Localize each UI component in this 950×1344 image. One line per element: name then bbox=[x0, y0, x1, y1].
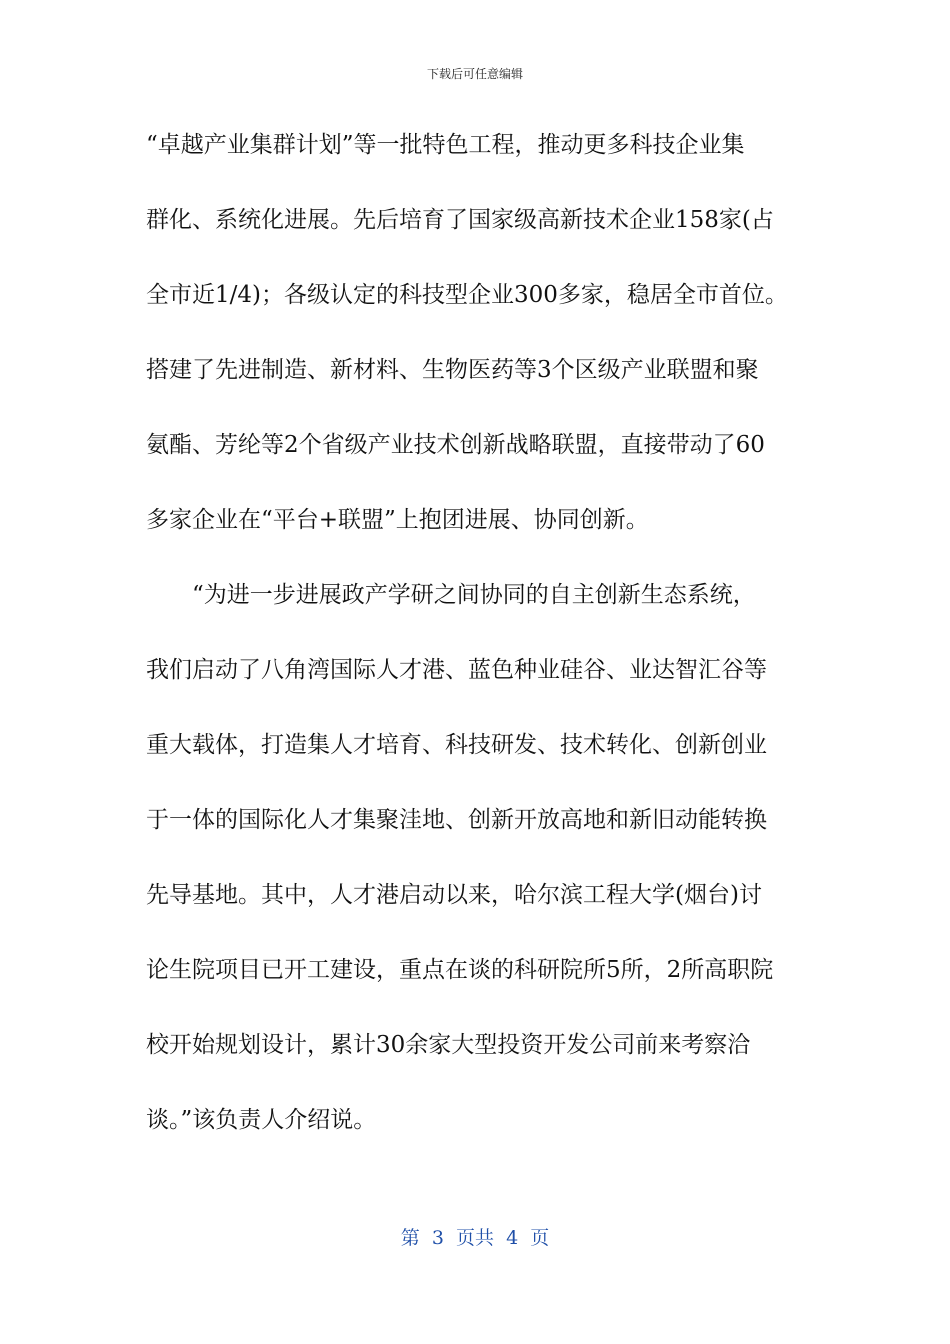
text-line: 我们启动了八角湾国际人才港、蓝色种业硅谷、业达智汇谷等 bbox=[146, 657, 767, 683]
text-line: 群化、系统化进展。先后培育了国家级高新技术企业158家(占 bbox=[146, 207, 774, 233]
page-number-footer: 第 3 页共 4 页 bbox=[400, 1227, 550, 1249]
page-header: 下载后可任意编辑 bbox=[426, 67, 523, 81]
text-line: 谈。”该负责人介绍说。 bbox=[146, 1107, 377, 1133]
text-line: 先导基地。其中，人才港启动以来，哈尔滨工程大学(烟台)讨 bbox=[146, 882, 762, 908]
text-line: 氨酯、芳纶等2个省级产业技术创新战略联盟，直接带动了60 bbox=[146, 432, 765, 458]
text-line: 搭建了先进制造、新材料、生物医药等3个区级产业联盟和聚 bbox=[146, 357, 759, 383]
text-line: 重大载体，打造集人才培育、科技研发、技术转化、创新创业 bbox=[146, 732, 767, 758]
text-line: “卓越产业集群计划”等一批特色工程，推动更多科技企业集 bbox=[146, 132, 745, 158]
text-line: 校开始规划设计，累计30余家大型投资开发公司前来考察洽 bbox=[146, 1032, 751, 1058]
text-line: 论生院项目已开工建设，重点在谈的科研院所5所，2所高职院 bbox=[146, 957, 774, 983]
document-body bbox=[146, 118, 811, 1168]
text-line: 于一体的国际化人才集聚洼地、创新开放高地和新旧动能转换 bbox=[146, 807, 767, 833]
text-line: 多家企业在“平台+联盟”上抱团进展、协同创新。 bbox=[146, 507, 649, 533]
text-line: 全市近1/4)；各级认定的科技型企业300多家，稳居全市首位。 bbox=[146, 282, 788, 308]
paragraph-start-line: “为进一步进展政产学研之间协同的自主创新生态系统， bbox=[192, 582, 756, 608]
